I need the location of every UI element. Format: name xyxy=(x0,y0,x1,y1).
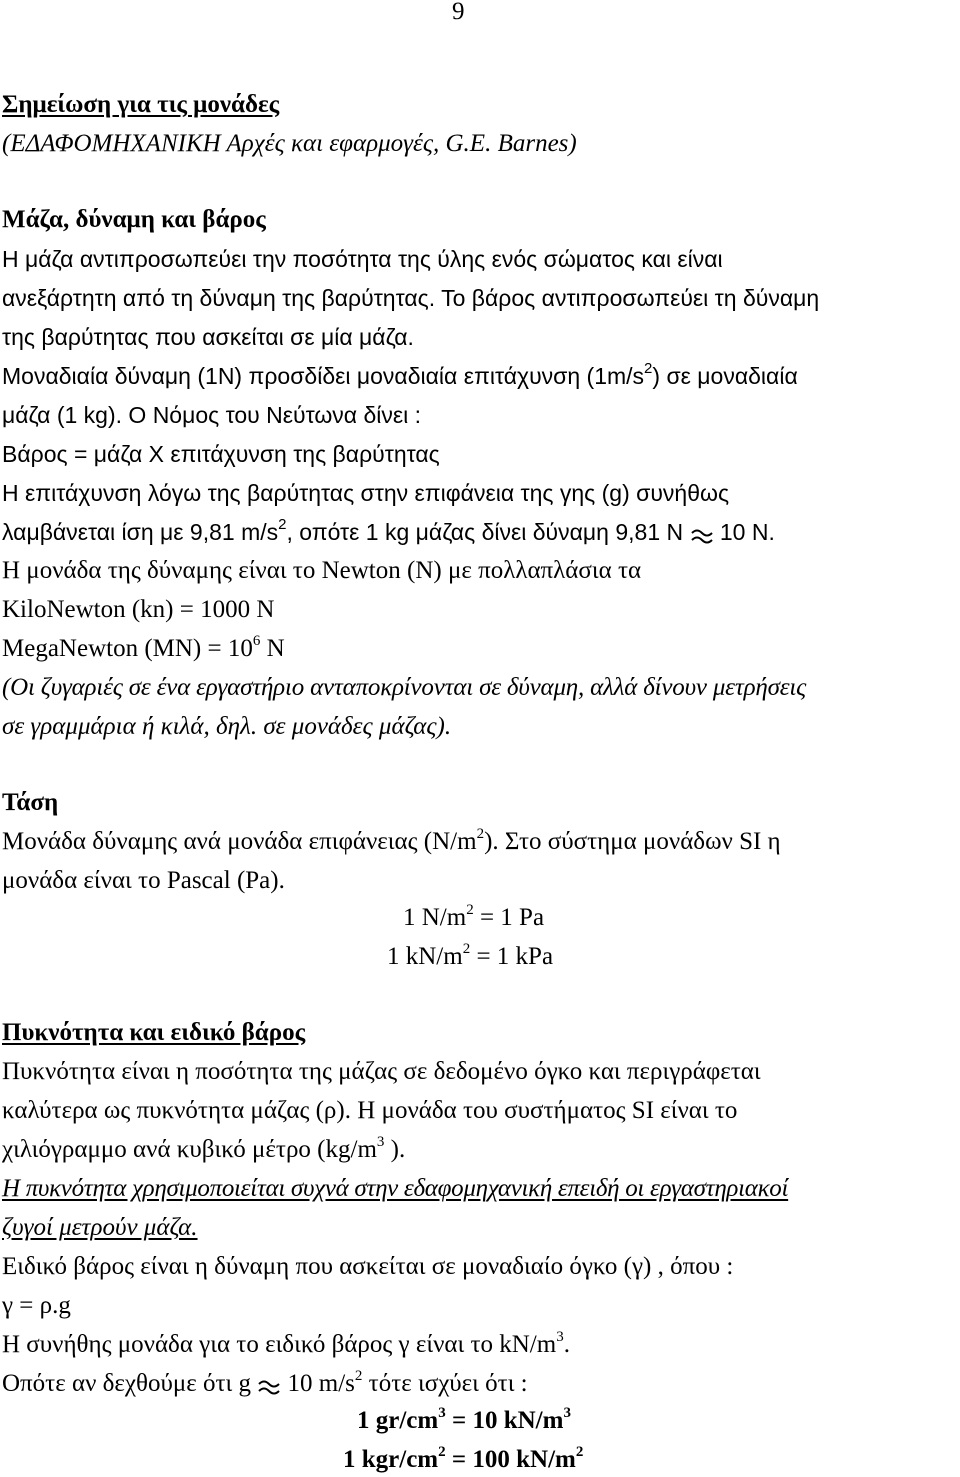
stress-eq2-sup: 2 xyxy=(462,941,471,957)
density-heading: Πυκνότητα και ειδικό βάρος xyxy=(2,1019,306,1046)
density-eq1-sup2: 3 xyxy=(563,1405,571,1421)
stress-equation-1 xyxy=(403,903,544,933)
mass-line-11 xyxy=(2,634,285,664)
mass-line-5-b: Ο Νόμος του Νεύτωνα δίνει : xyxy=(128,402,422,428)
stress-eq1-a: 1 N/m xyxy=(403,904,467,931)
stress-line-1 xyxy=(2,827,781,857)
density-line-3 xyxy=(2,1135,405,1165)
stress-eq1-sup: 2 xyxy=(466,902,474,918)
mass-line-4-b: ) σε μοναδιαία xyxy=(652,363,798,389)
stress-line-2: μονάδα είναι το Pascal (Pa). xyxy=(2,867,285,894)
density-line-8 xyxy=(2,1330,570,1360)
density-line-9 xyxy=(2,1369,528,1399)
mass-line-4-a: Μοναδιαία δύναμη (1N) προσδίδει μοναδιαία επιτάχυνση (1m/s xyxy=(2,363,645,389)
mass-line-8-c: 10 Ν. xyxy=(713,519,775,545)
stress-eq2-b: = 1 kPa xyxy=(470,943,554,970)
mass-line-3: της βαρύτητας που ασκείται σε μία μάζα. xyxy=(2,324,414,350)
stress-heading: Τάση xyxy=(2,789,59,816)
stress-eq2-a: 1 kN/m xyxy=(387,943,463,970)
mass-line-9: Η μονάδα της δύναμης είναι το Newton (N) με πολλαπλάσια τα xyxy=(2,557,642,584)
density-eq2-a: 1 kgr/cm xyxy=(343,1446,439,1473)
mass-line-11-sup: 6 xyxy=(252,633,261,649)
mass-line-11-a: MegaNewton (MN) = 10 xyxy=(2,635,253,662)
mass-line-6: Βάρος = μάζα Χ επιτάχυνση της βαρύτητας xyxy=(2,441,440,467)
density-line-9-c: τότε ισχύει ότι : xyxy=(362,1370,528,1397)
stress-eq1-b: = 1 Pa xyxy=(473,904,545,931)
mass-line-13: σε γραμμάρια ή κιλά, δηλ. σε μονάδες μάζας). xyxy=(2,713,452,740)
density-equation-1 xyxy=(357,1406,571,1436)
density-line-8-sup: 3 xyxy=(556,1329,564,1345)
density-line-2: καλύτερα ως πυκνότητα μάζας (ρ). Η μονάδα του συστήματος SI είναι το xyxy=(2,1097,738,1124)
mass-line-8-a: λαμβάνεται ίση με 9,81 m/s xyxy=(2,519,279,545)
approx-equal-icon xyxy=(690,526,714,544)
density-eq1-a: 1 gr/cm xyxy=(357,1407,439,1434)
stress-line-1-b: ). Στο σύστημα μονάδων SI η xyxy=(484,828,781,855)
note-source: (ΕΔΑΦΟΜΗΧΑΝΙΚΗ Αρχές και εφαρμογές, G.E. Barnes) xyxy=(2,130,577,157)
note-title: Σημείωση για τις μονάδες xyxy=(2,91,280,118)
density-line-3-b: ). xyxy=(384,1136,406,1163)
density-line-9-a: Οπότε αν δεχθούμε ότι g xyxy=(2,1370,258,1397)
density-line-9-b: 10 m/s xyxy=(281,1370,355,1397)
stress-line-1-a: Μονάδα δύναμης ανά μονάδα επιφάνειας (N/m xyxy=(2,828,477,855)
density-line-3-a: χιλιόγραμμο ανά κυβικό μέτρο (kg/m xyxy=(2,1136,377,1163)
density-line-5: ζυγοί μετρούν μάζα. xyxy=(2,1214,198,1241)
mass-line-7: Η επιτάχυνση λόγω της βαρύτητας στην επιφάνεια της γης (g) συνήθως xyxy=(2,480,730,506)
mass-line-4 xyxy=(2,361,798,391)
density-line-9-sup: 2 xyxy=(354,1368,363,1384)
mass-line-10: KiloNewton (kn) = 1000 N xyxy=(2,596,275,623)
density-line-8-a: Η συνήθης μονάδα για το ειδικό βάρος γ είναι το kN/m xyxy=(2,1331,557,1358)
density-line-6: Ειδικό βάρος είναι η δύναμη που ασκείται σε μοναδιαίο όγκο (γ) , όπου : xyxy=(2,1253,734,1280)
density-eq2-sup2: 2 xyxy=(575,1444,584,1460)
density-line-7: γ = ρ.g xyxy=(2,1292,71,1319)
density-line-3-sup: 3 xyxy=(376,1134,385,1150)
mass-line-4-sup: 2 xyxy=(644,360,653,377)
density-eq1-sup: 3 xyxy=(438,1405,446,1421)
mass-line-5-a: μάζα (1 kg). xyxy=(2,402,123,428)
stress-equation-2 xyxy=(387,942,553,972)
approx-equal-icon xyxy=(257,1377,281,1395)
mass-line-2: ανεξάρτητη από τη δύναμη της βαρύτητας. Το βάρος αντιπροσωπεύει τη δύναμη xyxy=(2,285,820,311)
density-line-1: Πυκνότητα είναι η ποσότητα της μάζας σε δεδομένο όγκο και περιγράφεται xyxy=(2,1058,761,1085)
density-equation-2 xyxy=(343,1445,583,1475)
density-eq2-sup: 2 xyxy=(438,1444,446,1460)
mass-line-8-b: , οπότε 1 kg μάζας δίνει δύναμη 9,81 Ν xyxy=(286,519,690,545)
density-line-4: Η πυκνότητα χρησιμοποιείται συχνά στην εδαφομηχανική επειδή οι εργαστηριακοί xyxy=(2,1175,789,1202)
page-number: 9 xyxy=(452,0,465,25)
mass-line-8-sup: 2 xyxy=(278,516,287,533)
mass-line-5 xyxy=(2,400,421,430)
mass-line-8 xyxy=(2,517,775,547)
stress-line-1-sup: 2 xyxy=(476,826,485,842)
mass-heading: Μάζα, δύναμη και βάρος xyxy=(2,206,266,233)
mass-line-1: Η μάζα αντιπροσωπεύει την ποσότητα της ύλης ενός σώματος και είναι xyxy=(2,246,723,272)
density-line-8-b: . xyxy=(563,1331,570,1358)
density-eq1-b: = 10 kN/m xyxy=(445,1407,564,1434)
density-eq2-b: = 100 kN/m xyxy=(445,1446,576,1473)
mass-line-12: (Οι ζυγαριές σε ένα εργαστήριο ανταποκρίνονται σε δύναμη, αλλά δίνουν μετρήσεις xyxy=(2,674,807,701)
mass-line-11-b: N xyxy=(260,635,285,662)
